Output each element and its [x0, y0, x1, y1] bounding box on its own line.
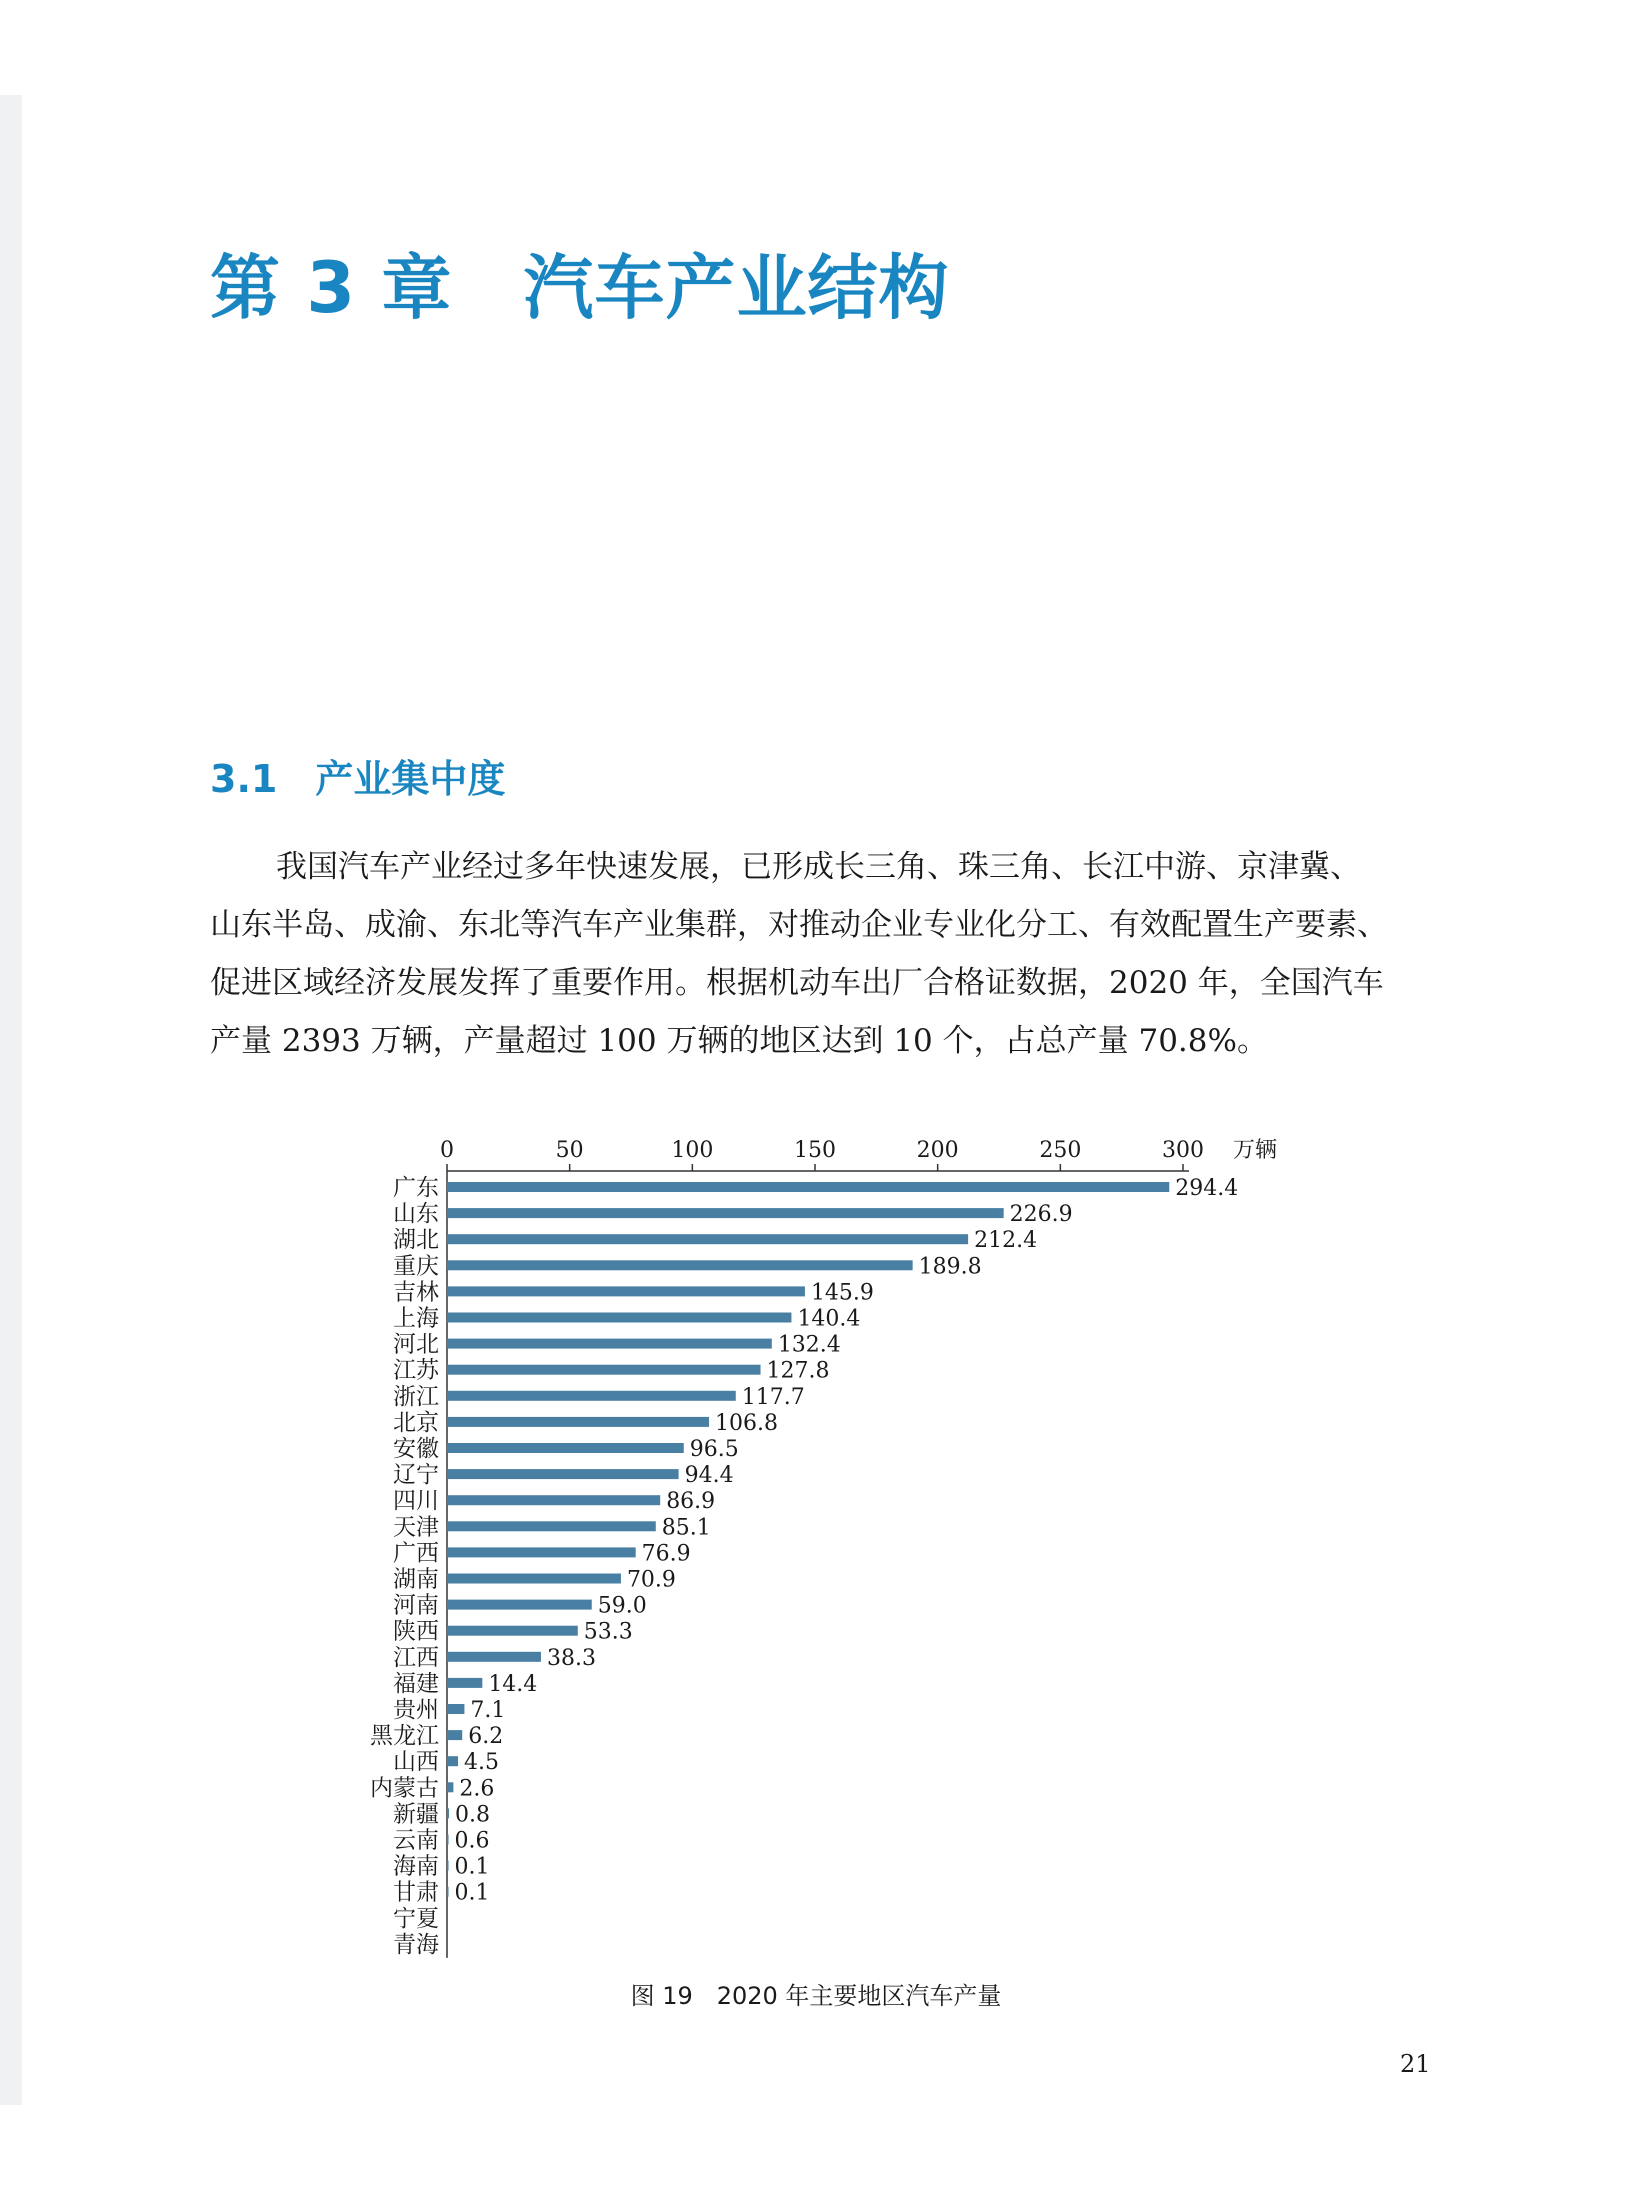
value-label: 145.9 [810, 1280, 874, 1306]
category-label: 新疆 [393, 1801, 439, 1828]
category-label: 广西 [393, 1540, 439, 1567]
value-label: 117.7 [741, 1384, 805, 1410]
paragraph-line: 促进区域经济发展发挥了重要作用。根据机动车出厂合格证数据，2020 年，全国汽车 [210, 965, 1384, 1001]
value-label: 14.4 [488, 1671, 538, 1697]
category-label: 宁夏 [393, 1905, 439, 1932]
value-label: 212.4 [974, 1228, 1038, 1254]
bar [447, 1469, 679, 1479]
category-label: 贵州 [393, 1697, 439, 1723]
chapter-title: 第 3 章 汽车产业结构 [210, 247, 950, 329]
value-label: 7.1 [470, 1698, 506, 1723]
section-title: 3.1 产业集中度 [210, 757, 506, 801]
bar [447, 1260, 913, 1270]
x-tick-label: 300 [1162, 1138, 1204, 1163]
category-label: 广东 [393, 1175, 439, 1201]
value-label: 4.5 [464, 1750, 500, 1776]
bar [447, 1730, 462, 1740]
bar [447, 1443, 684, 1453]
category-label: 湖南 [393, 1566, 439, 1593]
category-label: 福建 [393, 1670, 439, 1697]
category-label: 云南 [393, 1827, 439, 1854]
paragraph-line: 山东半岛、成渝、东北等汽车产业集群，对推动企业专业化分工、有效配置生产要素、 [210, 907, 1388, 943]
bar [447, 1626, 578, 1636]
bar [447, 1339, 772, 1349]
bar [447, 1521, 656, 1531]
value-label: 0.1 [454, 1880, 490, 1906]
bar [447, 1286, 805, 1296]
value-label: 96.5 [689, 1437, 739, 1462]
value-label: 94.4 [684, 1463, 734, 1489]
value-label: 0.8 [454, 1802, 490, 1828]
value-label: 127.8 [766, 1358, 830, 1384]
category-label: 山西 [393, 1749, 439, 1776]
category-label: 山东 [393, 1201, 439, 1228]
bar [447, 1782, 453, 1792]
category-label: 内蒙古 [370, 1775, 439, 1802]
x-tick-label: 150 [794, 1138, 836, 1163]
paragraph-line: 产量 2393 万辆，产量超过 100 万辆的地区达到 10 个，占总产量 70.8%。 [210, 1023, 1268, 1059]
value-label: 0.6 [454, 1828, 490, 1854]
category-label: 海南 [393, 1853, 439, 1880]
category-label: 青海 [393, 1931, 439, 1958]
figure-caption: 图 19 2020 年主要地区汽车产量 [630, 1982, 1002, 2010]
category-label: 浙江 [393, 1383, 439, 1410]
bar [447, 1547, 636, 1557]
category-label: 江苏 [393, 1357, 439, 1384]
bar [447, 1678, 482, 1688]
value-label: 226.9 [1009, 1202, 1073, 1228]
bar [447, 1704, 464, 1714]
category-label: 北京 [393, 1409, 439, 1436]
bar [447, 1313, 791, 1323]
category-label: 湖北 [393, 1227, 439, 1254]
category-label: 陕西 [393, 1618, 439, 1645]
x-tick-label: 200 [916, 1138, 959, 1163]
bar [447, 1652, 541, 1662]
bar [447, 1600, 592, 1610]
category-label: 天津 [393, 1514, 439, 1541]
value-label: 86.9 [666, 1489, 716, 1515]
bar [447, 1365, 761, 1375]
value-label: 132.4 [777, 1332, 841, 1358]
value-label: 106.8 [715, 1410, 779, 1436]
x-tick-label: 0 [440, 1138, 454, 1163]
category-label: 黑龙江 [370, 1723, 439, 1750]
bar [447, 1756, 458, 1766]
value-label: 53.3 [583, 1619, 633, 1645]
bar [447, 1182, 1169, 1192]
value-label: 294.4 [1175, 1176, 1239, 1201]
bar [447, 1208, 1004, 1218]
x-tick-label: 100 [671, 1138, 714, 1163]
unit-label: 万辆 [1233, 1138, 1278, 1163]
category-label: 辽宁 [393, 1462, 439, 1489]
category-label: 吉林 [393, 1279, 439, 1306]
x-tick-label: 50 [555, 1138, 584, 1163]
bar [447, 1574, 621, 1584]
bar [447, 1808, 449, 1818]
value-label: 76.9 [641, 1541, 691, 1567]
value-label: 2.6 [459, 1776, 495, 1802]
paragraph-line: 我国汽车产业经过多年快速发展，已形成长三角、珠三角、长江中游、京津冀、 [276, 849, 1361, 885]
category-label: 安徽 [393, 1436, 439, 1462]
value-label: 38.3 [546, 1645, 596, 1671]
category-label: 甘肃 [393, 1879, 439, 1906]
bar [447, 1861, 449, 1871]
bar [447, 1391, 736, 1401]
x-tick-label: 250 [1039, 1138, 1082, 1163]
category-label: 江西 [393, 1644, 439, 1671]
category-label: 河北 [393, 1331, 439, 1358]
value-label: 6.2 [468, 1724, 504, 1750]
category-label: 重庆 [393, 1253, 439, 1280]
bar [447, 1234, 968, 1244]
category-label: 上海 [393, 1305, 439, 1332]
value-label: 70.9 [626, 1567, 676, 1593]
value-label: 85.1 [661, 1515, 711, 1541]
category-label: 河南 [393, 1592, 439, 1619]
bar [447, 1417, 709, 1427]
category-label: 四川 [393, 1488, 439, 1515]
value-label: 189.8 [918, 1254, 982, 1280]
page-number: 21 [1400, 2050, 1431, 2078]
value-label: 140.4 [797, 1306, 861, 1332]
bar [447, 1835, 449, 1845]
value-label: 59.0 [597, 1593, 647, 1619]
bar [447, 1495, 660, 1505]
value-label: 0.1 [454, 1854, 490, 1880]
bar [447, 1887, 449, 1897]
